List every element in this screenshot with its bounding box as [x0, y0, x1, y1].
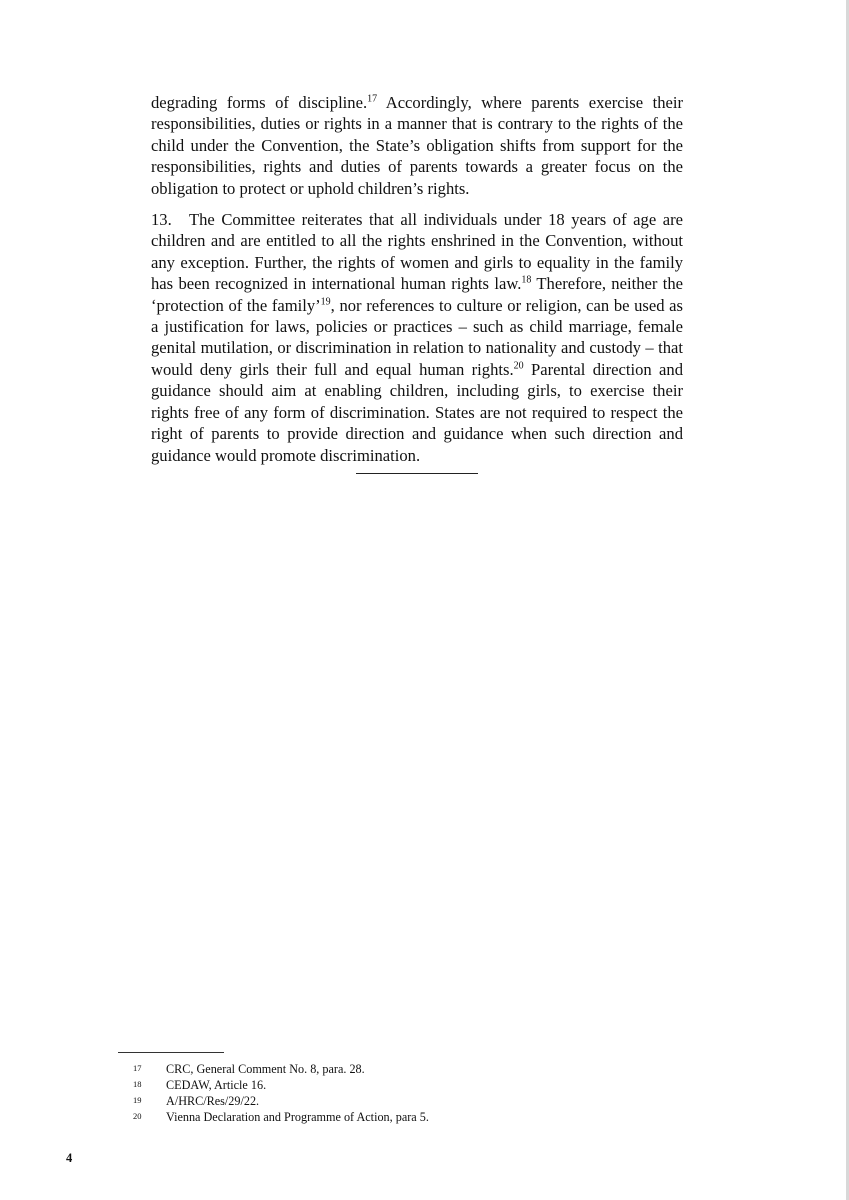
footnote: [133, 1062, 693, 1078]
footnote-text: Vienna Declaration and Programme of Action, para 5.: [166, 1110, 429, 1124]
paragraph-text: , nor references to culture or religion, can be used as a justification for laws, policies or practices – such as child marriage, female genital mutilation, or discrimination in relation to nationality and custody – that would deny girls their full and equal human rights.: [151, 295, 683, 379]
footnote: [133, 1078, 693, 1094]
footnote-ref-17[interactable]: 17: [367, 93, 378, 105]
footnote-ref-18[interactable]: 18: [521, 274, 532, 286]
footnote-separator: [118, 1052, 224, 1053]
paragraph-continuation: [151, 92, 683, 199]
footnote-number: 19: [133, 1095, 142, 1105]
footnote-text: A/HRC/Res/29/22.: [166, 1094, 260, 1108]
paragraph-text: Parental direction and guidance should aim at enabling children, including girls, to exercise their rights free of any form of discrimination. States are not required to respect the right of parents to provide direction and guidance when such direction and guidance would promote discrimination.: [151, 359, 684, 465]
paragraph-text: Therefore, neither the ‘protection of the family’: [151, 274, 683, 315]
paragraph-text: Accordingly, where parents exercise their responsibilities, duties or rights in a manner that is contrary to the rights of the child under the Convention, the State’s obligation shifts from support for the responsibilities, rights and duties of parents towards a greater focus on the obligation to protect or uphold children’s rights.: [151, 93, 683, 198]
page-number: 4: [66, 1151, 73, 1165]
main-text: [151, 92, 683, 466]
paragraph-number: 13.: [151, 210, 172, 230]
footnote-ref-20[interactable]: 20: [513, 360, 524, 372]
footnote-text: CRC, General Comment No. 8, para. 28.: [166, 1062, 365, 1076]
section-end-rule: [356, 473, 478, 474]
footnote-number: 18: [133, 1079, 142, 1089]
footnote-number: 20: [133, 1111, 142, 1121]
footnotes: [133, 1062, 693, 1126]
footnote: [133, 1094, 693, 1110]
footnote-number: 17: [133, 1063, 142, 1073]
paragraph-13: [151, 209, 683, 466]
paragraph-text: The Committee reiterates that all individuals under 18 years of age are children and are entitled to all the rights enshrined in the Convention, without any exception. Further, the rights of women and girls to equality in the family has been recognized in international human rights law.: [151, 210, 683, 294]
footnote: [133, 1110, 693, 1126]
footnote-ref-19[interactable]: 19: [320, 296, 331, 308]
paragraph-text: degrading forms of discipline.: [151, 93, 368, 112]
footnote-text: CEDAW, Article 16.: [166, 1078, 267, 1092]
